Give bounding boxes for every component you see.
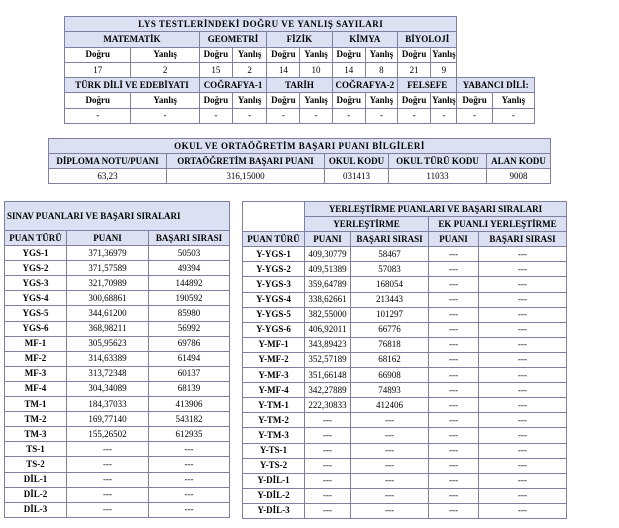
table-row bbox=[243, 322, 567, 337]
okul-title: OKUL VE ORTAÖĞRETİM BAŞARI PUANI BİLGİLERİ bbox=[49, 139, 551, 154]
subject-felsefe: FELSEFE bbox=[398, 78, 457, 93]
group-yerlestirme: YERLEŞTİRME bbox=[305, 217, 429, 232]
subject-fizik: FİZİK bbox=[267, 32, 332, 47]
puan-cell: 359,64789 bbox=[305, 277, 351, 292]
puan-cell: --- bbox=[67, 442, 149, 457]
value-cell: 9 bbox=[431, 62, 457, 77]
puan-cell: 313,72348 bbox=[67, 366, 149, 381]
table-row bbox=[243, 413, 567, 428]
puan-cell: 222,30833 bbox=[305, 398, 351, 413]
puan-cell: 382,55000 bbox=[305, 307, 351, 322]
subject-cografya-2: COĞRAFYA-2 bbox=[332, 78, 397, 93]
puan-turu-cell: Y-YGS-1 bbox=[243, 247, 305, 262]
table-row bbox=[243, 428, 567, 443]
puan-turu-cell: Y-TM-1 bbox=[243, 398, 305, 413]
basari-sirasi-cell: --- bbox=[149, 502, 230, 517]
ek-puan-cell: --- bbox=[429, 307, 479, 322]
lys-title: LYS TESTLERİNDEKİ DOĞRU VE YANLIŞ SAYILARI bbox=[65, 17, 457, 32]
value-cell: - bbox=[492, 108, 534, 123]
table-row bbox=[5, 427, 230, 442]
puan-cell: --- bbox=[305, 443, 351, 458]
label-yanlis: Yanlış bbox=[300, 93, 332, 108]
puan-cell: 371,57589 bbox=[67, 261, 149, 276]
basari-sirasi-cell: 168054 bbox=[351, 277, 429, 292]
puan-turu-cell: MF-4 bbox=[5, 381, 67, 396]
table-row bbox=[243, 337, 567, 352]
puan-cell: --- bbox=[67, 502, 149, 517]
ek-puan-cell: --- bbox=[429, 473, 479, 488]
basari-sirasi-cell: 144892 bbox=[149, 276, 230, 291]
puan-cell: 300,68861 bbox=[67, 291, 149, 306]
label-yanlis: Yanlış bbox=[492, 93, 534, 108]
puan-cell: 343,89423 bbox=[305, 337, 351, 352]
basari-sirasi-cell: --- bbox=[149, 487, 230, 502]
basari-sirasi-cell: --- bbox=[351, 413, 429, 428]
yerlestirme-table bbox=[242, 201, 567, 519]
sinav-table bbox=[4, 201, 230, 518]
puan-cell: --- bbox=[67, 487, 149, 502]
table-row bbox=[5, 321, 230, 336]
puan-turu-cell: Y-MF-3 bbox=[243, 368, 305, 383]
puan-cell: 351,66148 bbox=[305, 368, 351, 383]
puan-turu-cell: TS-1 bbox=[5, 442, 67, 457]
ek-puan-cell: --- bbox=[429, 247, 479, 262]
value-cell: - bbox=[233, 108, 267, 123]
ek-basari-sirasi-cell: --- bbox=[479, 322, 567, 337]
basari-sirasi-cell: 58467 bbox=[351, 247, 429, 262]
table-row bbox=[5, 246, 230, 261]
ek-basari-sirasi-cell: --- bbox=[479, 488, 567, 503]
basari-sirasi-cell: --- bbox=[351, 428, 429, 443]
ek-puan-cell: --- bbox=[429, 413, 479, 428]
puan-cell: 352,57189 bbox=[305, 352, 351, 367]
puan-cell: --- bbox=[67, 457, 149, 472]
ek-puan-cell: --- bbox=[429, 337, 479, 352]
table-row bbox=[5, 457, 230, 472]
value-cell: 8 bbox=[365, 62, 397, 77]
table-row bbox=[5, 276, 230, 291]
value-cell: - bbox=[65, 108, 131, 123]
ek-puan-cell: --- bbox=[429, 262, 479, 277]
puan-turu-cell: YGS-4 bbox=[5, 291, 67, 306]
ek-basari-sirasi-cell: --- bbox=[479, 262, 567, 277]
label-yanlis: Yanlış bbox=[233, 93, 267, 108]
puan-cell: 305,95623 bbox=[67, 336, 149, 351]
label-dogru: Doğru bbox=[65, 93, 131, 108]
table-row bbox=[243, 292, 567, 307]
basari-sirasi-cell: 68162 bbox=[351, 352, 429, 367]
value-cell: - bbox=[431, 108, 457, 123]
puan-turu-cell: MF-3 bbox=[5, 366, 67, 381]
value-cell: - bbox=[365, 108, 397, 123]
puan-turu-cell: YGS-3 bbox=[5, 276, 67, 291]
label-dogru: Doğru bbox=[199, 93, 232, 108]
table-row bbox=[5, 291, 230, 306]
table-row bbox=[243, 247, 567, 262]
header-obp: ORTAÖĞRETİM BAŞARI PUANI bbox=[167, 154, 325, 169]
ek-puan-cell: --- bbox=[429, 322, 479, 337]
subject-yabanci-dili: YABANCI DİLİ: bbox=[457, 78, 535, 93]
basari-sirasi-cell: --- bbox=[351, 473, 429, 488]
puan-turu-cell: TS-2 bbox=[5, 457, 67, 472]
label-dogru: Doğru bbox=[398, 47, 431, 62]
table-row bbox=[5, 397, 230, 412]
ek-puan-cell: --- bbox=[429, 458, 479, 473]
basari-sirasi-cell: 57083 bbox=[351, 262, 429, 277]
puan-turu-cell: Y-DİL-3 bbox=[243, 503, 305, 518]
ek-basari-sirasi-cell: --- bbox=[479, 307, 567, 322]
table-row bbox=[243, 488, 567, 503]
subject-tarih: TARİH bbox=[267, 78, 332, 93]
puan-cell: 344,61200 bbox=[67, 306, 149, 321]
subject-geometri: GEOMETRİ bbox=[199, 32, 266, 47]
header-alan-kodu: ALAN KODU bbox=[487, 154, 551, 169]
value-cell: - bbox=[199, 108, 232, 123]
label-dogru: Doğru bbox=[267, 93, 300, 108]
ek-puan-cell: --- bbox=[429, 383, 479, 398]
basari-sirasi-cell: --- bbox=[149, 442, 230, 457]
label-yanlis: Yanlış bbox=[131, 47, 199, 62]
subject-matematik: MATEMATİK bbox=[65, 32, 200, 47]
ek-puan-cell: --- bbox=[429, 277, 479, 292]
ek-basari-sirasi-cell: --- bbox=[479, 458, 567, 473]
basari-sirasi-cell: 76818 bbox=[351, 337, 429, 352]
basari-sirasi-cell: 543182 bbox=[149, 412, 230, 427]
puan-turu-cell: Y-YGS-5 bbox=[243, 307, 305, 322]
puan-cell: 338,62661 bbox=[305, 292, 351, 307]
label-dogru: Doğru bbox=[457, 93, 492, 108]
puan-cell: 155,26502 bbox=[67, 427, 149, 442]
ek-puan-cell: --- bbox=[429, 428, 479, 443]
ek-puan-cell: --- bbox=[429, 398, 479, 413]
puan-turu-cell: Y-TM-3 bbox=[243, 428, 305, 443]
puan-turu-cell: YGS-1 bbox=[5, 246, 67, 261]
puan-cell: 304,34089 bbox=[67, 381, 149, 396]
value-cell: - bbox=[267, 108, 300, 123]
table-row bbox=[243, 262, 567, 277]
puan-cell: 406,92011 bbox=[305, 322, 351, 337]
table-row bbox=[5, 472, 230, 487]
puan-turu-cell: DİL-3 bbox=[5, 502, 67, 517]
value-cell: - bbox=[332, 108, 365, 123]
puan-turu-cell: Y-YGS-4 bbox=[243, 292, 305, 307]
puan-cell: --- bbox=[305, 488, 351, 503]
label-dogru: Doğru bbox=[332, 47, 365, 62]
puan-turu-cell: Y-TM-2 bbox=[243, 413, 305, 428]
basari-sirasi-cell: 74893 bbox=[351, 383, 429, 398]
table-row bbox=[5, 502, 230, 517]
header-basari-sirasi: BAŞARI SIRASI bbox=[149, 231, 230, 246]
label-dogru: Doğru bbox=[398, 93, 431, 108]
ek-basari-sirasi-cell: --- bbox=[479, 428, 567, 443]
table-row bbox=[5, 336, 230, 351]
puan-cell: 342,27889 bbox=[305, 383, 351, 398]
ek-puan-cell: --- bbox=[429, 488, 479, 503]
header-ek-puani: PUANI bbox=[429, 232, 479, 247]
puan-turu-cell: TM-1 bbox=[5, 397, 67, 412]
label-dogru: Doğru bbox=[65, 47, 131, 62]
ek-basari-sirasi-cell: --- bbox=[479, 277, 567, 292]
table-row bbox=[243, 458, 567, 473]
group-ek-puanli: EK PUANLI YERLEŞTİRME bbox=[429, 217, 567, 232]
label-yanlis: Yanlış bbox=[300, 47, 332, 62]
header-ek-basari-sirasi: BAŞARI SIRASI bbox=[479, 232, 567, 247]
puan-turu-cell: YGS-6 bbox=[5, 321, 67, 336]
puan-cell: --- bbox=[305, 473, 351, 488]
value-cell: 2 bbox=[233, 62, 267, 77]
value-cell: 21 bbox=[398, 62, 431, 77]
subject-kimya: KİMYA bbox=[332, 32, 397, 47]
puan-turu-cell: Y-MF-2 bbox=[243, 352, 305, 367]
ek-basari-sirasi-cell: --- bbox=[479, 443, 567, 458]
label-yanlis: Yanlış bbox=[431, 93, 457, 108]
ek-puan-cell: --- bbox=[429, 503, 479, 518]
basari-sirasi-cell: 85980 bbox=[149, 306, 230, 321]
label-yanlis: Yanlış bbox=[431, 47, 457, 62]
table-row bbox=[243, 398, 567, 413]
basari-sirasi-cell: --- bbox=[149, 457, 230, 472]
header-puan-turu: PUAN TÜRÜ bbox=[243, 232, 305, 247]
puan-cell: 371,36979 bbox=[67, 246, 149, 261]
puan-turu-cell: Y-YGS-3 bbox=[243, 277, 305, 292]
ek-basari-sirasi-cell: --- bbox=[479, 352, 567, 367]
label-dogru: Doğru bbox=[332, 93, 365, 108]
value-alan-kodu: 9008 bbox=[487, 169, 551, 184]
puan-cell: 368,98211 bbox=[67, 321, 149, 336]
label-yanlis: Yanlış bbox=[233, 47, 267, 62]
basari-sirasi-cell: 66908 bbox=[351, 368, 429, 383]
puan-turu-cell: YGS-2 bbox=[5, 261, 67, 276]
basari-sirasi-cell: 66776 bbox=[351, 322, 429, 337]
basari-sirasi-cell: --- bbox=[351, 458, 429, 473]
header-okul-turu: OKUL TÜRÜ KODU bbox=[389, 154, 487, 169]
value-cell: - bbox=[457, 108, 492, 123]
table-row bbox=[5, 306, 230, 321]
puan-turu-cell: Y-TS-1 bbox=[243, 443, 305, 458]
puan-turu-cell: MF-1 bbox=[5, 336, 67, 351]
table-row bbox=[5, 366, 230, 381]
subject-turk-dili: TÜRK DİLİ VE EDEBİYATI bbox=[65, 78, 200, 93]
table-row bbox=[5, 381, 230, 396]
basari-sirasi-cell: --- bbox=[149, 472, 230, 487]
puan-cell: 409,30779 bbox=[305, 247, 351, 262]
table-row bbox=[5, 487, 230, 502]
puan-cell: 184,37033 bbox=[67, 397, 149, 412]
puan-cell: 314,63389 bbox=[67, 351, 149, 366]
basari-sirasi-cell: 101297 bbox=[351, 307, 429, 322]
table-row bbox=[243, 473, 567, 488]
ek-basari-sirasi-cell: --- bbox=[479, 413, 567, 428]
puan-cell: --- bbox=[67, 472, 149, 487]
value-cell: - bbox=[398, 108, 431, 123]
puan-turu-cell: Y-DİL-2 bbox=[243, 488, 305, 503]
puan-cell: --- bbox=[305, 458, 351, 473]
table-row bbox=[5, 412, 230, 427]
basari-sirasi-cell: 56992 bbox=[149, 321, 230, 336]
header-basari-sirasi: BAŞARI SIRASI bbox=[351, 232, 429, 247]
puan-turu-cell: Y-MF-1 bbox=[243, 337, 305, 352]
label-yanlis: Yanlış bbox=[365, 47, 397, 62]
ek-basari-sirasi-cell: --- bbox=[479, 383, 567, 398]
header-puan-turu: PUAN TÜRÜ bbox=[5, 231, 67, 246]
header-puani: PUANI bbox=[67, 231, 149, 246]
label-yanlis: Yanlış bbox=[365, 93, 397, 108]
puan-cell: --- bbox=[305, 428, 351, 443]
subject-cografya-1: COĞRAFYA-1 bbox=[199, 78, 266, 93]
value-okul-turu: 11033 bbox=[389, 169, 487, 184]
puan-turu-cell: TM-2 bbox=[5, 412, 67, 427]
table-row bbox=[243, 368, 567, 383]
ek-basari-sirasi-cell: --- bbox=[479, 292, 567, 307]
table-row bbox=[243, 352, 567, 367]
puan-cell: --- bbox=[305, 503, 351, 518]
header-puani: PUANI bbox=[305, 232, 351, 247]
value-cell: - bbox=[300, 108, 332, 123]
ek-basari-sirasi-cell: --- bbox=[479, 337, 567, 352]
value-cell: 14 bbox=[332, 62, 365, 77]
table-row bbox=[243, 503, 567, 518]
puan-turu-cell: Y-TS-2 bbox=[243, 458, 305, 473]
label-dogru: Doğru bbox=[267, 47, 300, 62]
ek-basari-sirasi-cell: --- bbox=[479, 368, 567, 383]
puan-turu-cell: Y-MF-4 bbox=[243, 383, 305, 398]
value-cell: 2 bbox=[131, 62, 199, 77]
ek-basari-sirasi-cell: --- bbox=[479, 398, 567, 413]
value-cell: 14 bbox=[267, 62, 300, 77]
basari-sirasi-cell: 69786 bbox=[149, 336, 230, 351]
table-row bbox=[243, 443, 567, 458]
value-okul-kodu: 031413 bbox=[325, 169, 389, 184]
puan-turu-cell: Y-YGS-6 bbox=[243, 322, 305, 337]
ek-basari-sirasi-cell: --- bbox=[479, 473, 567, 488]
basari-sirasi-cell: --- bbox=[351, 443, 429, 458]
basari-sirasi-cell: 213443 bbox=[351, 292, 429, 307]
basari-sirasi-cell: 49394 bbox=[149, 261, 230, 276]
basari-sirasi-cell: 68139 bbox=[149, 381, 230, 396]
puan-turu-cell: DİL-1 bbox=[5, 472, 67, 487]
value-diploma: 63,23 bbox=[49, 169, 167, 184]
table-row bbox=[5, 261, 230, 276]
okul-table bbox=[48, 138, 551, 184]
puan-turu-cell: DİL-2 bbox=[5, 487, 67, 502]
value-cell: 10 bbox=[300, 62, 332, 77]
label-dogru: Doğru bbox=[199, 47, 232, 62]
basari-sirasi-cell: 60137 bbox=[149, 366, 230, 381]
basari-sirasi-cell: 413906 bbox=[149, 397, 230, 412]
ek-puan-cell: --- bbox=[429, 443, 479, 458]
ek-puan-cell: --- bbox=[429, 368, 479, 383]
basari-sirasi-cell: 412406 bbox=[351, 398, 429, 413]
value-cell: 15 bbox=[199, 62, 232, 77]
puan-cell: --- bbox=[305, 413, 351, 428]
lys-table bbox=[64, 16, 535, 124]
label-yanlis: Yanlış bbox=[131, 93, 199, 108]
basari-sirasi-cell: --- bbox=[351, 488, 429, 503]
puan-cell: 321,70989 bbox=[67, 276, 149, 291]
table-row bbox=[5, 442, 230, 457]
puan-turu-cell: YGS-5 bbox=[5, 306, 67, 321]
value-obp: 316,15000 bbox=[167, 169, 325, 184]
yerlestirme-title: YERLEŞTİRME PUANLARI VE BAŞARI SIRALARI bbox=[305, 202, 567, 217]
subject-biyoloji: BİYOLOJİ bbox=[398, 32, 457, 47]
table-row bbox=[243, 307, 567, 322]
value-cell: - bbox=[131, 108, 199, 123]
basari-sirasi-cell: 612935 bbox=[149, 427, 230, 442]
puan-cell: 169,77140 bbox=[67, 412, 149, 427]
ek-basari-sirasi-cell: --- bbox=[479, 247, 567, 262]
basari-sirasi-cell: --- bbox=[351, 503, 429, 518]
basari-sirasi-cell: 190592 bbox=[149, 291, 230, 306]
table-row bbox=[243, 277, 567, 292]
puan-turu-cell: TM-3 bbox=[5, 427, 67, 442]
value-cell: 17 bbox=[65, 62, 131, 77]
header-okul-kodu: OKUL KODU bbox=[325, 154, 389, 169]
ek-puan-cell: --- bbox=[429, 292, 479, 307]
ek-puan-cell: --- bbox=[429, 352, 479, 367]
puan-turu-cell: Y-DİL-1 bbox=[243, 473, 305, 488]
header-diploma: DİPLOMA NOTU/PUANI bbox=[49, 154, 167, 169]
table-row bbox=[243, 383, 567, 398]
ek-basari-sirasi-cell: --- bbox=[479, 503, 567, 518]
sinav-title: SINAV PUANLARI VE BAŞARI SIRALARI bbox=[5, 202, 230, 231]
puan-turu-cell: Y-YGS-2 bbox=[243, 262, 305, 277]
table-row bbox=[5, 351, 230, 366]
puan-turu-cell: MF-2 bbox=[5, 351, 67, 366]
puan-cell: 409,51389 bbox=[305, 262, 351, 277]
basari-sirasi-cell: 61494 bbox=[149, 351, 230, 366]
basari-sirasi-cell: 50503 bbox=[149, 246, 230, 261]
